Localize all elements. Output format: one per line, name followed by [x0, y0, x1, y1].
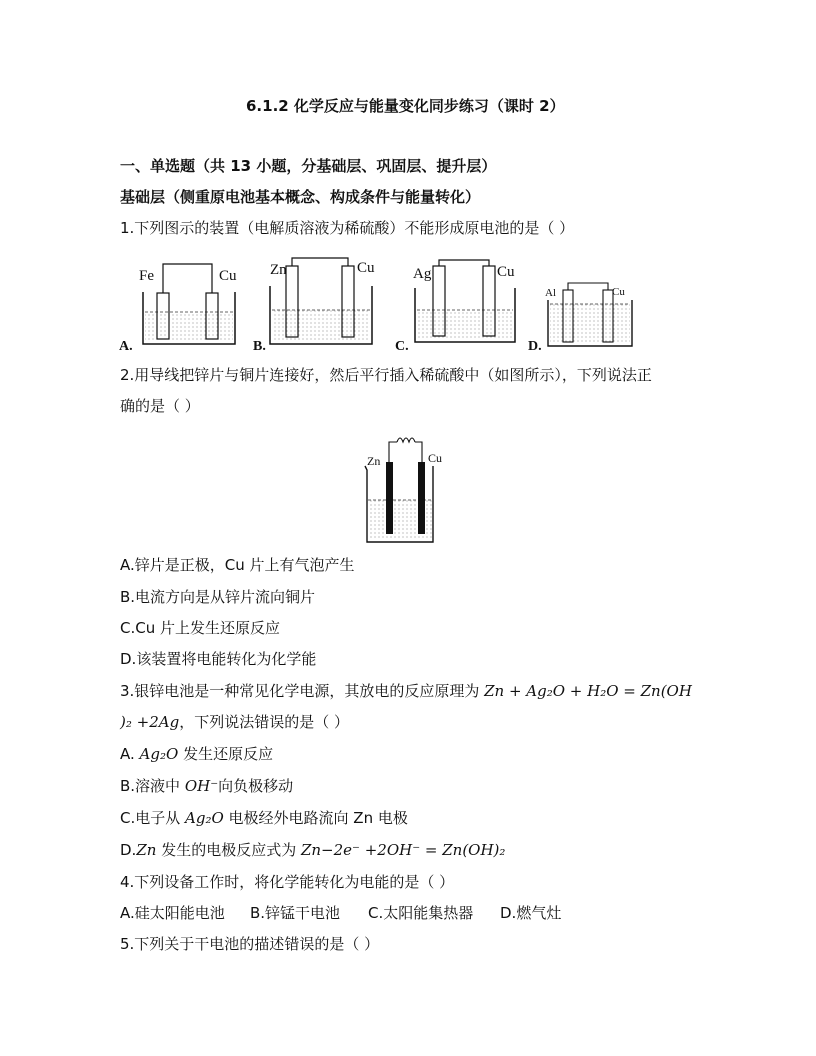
q1-stem: 1.下列图示的装置（电解质溶液为稀硫酸）不能形成原电池的是（ ） [120, 219, 575, 237]
wire [568, 283, 608, 290]
q2-stem-line2: 确的是（ ） [120, 397, 200, 415]
q3-stem-line2 [120, 712, 349, 732]
q1-option-d-label: D. [528, 339, 542, 354]
wire-coil [397, 438, 415, 442]
q1-option-a-label: A. [119, 339, 133, 354]
q5-stem: 5.下列关于干电池的描述错误的是（ ） [120, 935, 380, 953]
q1-a-right-electrode-label: Cu [219, 268, 237, 284]
q3-option-d-formula1: Zn [136, 841, 157, 859]
q2-option-c: C.Cu 片上发生还原反应 [120, 619, 280, 637]
q3-reaction-equation-part1: Zn + Ag₂O + H₂O = Zn(OH [484, 682, 692, 700]
q3-option-a-text: 发生还原反应 [178, 745, 274, 763]
q3-option-a-formula: Ag₂O [139, 745, 179, 763]
q3-option-d-prefix: D. [120, 841, 137, 859]
page-title: 6.1.2 化学反应与能量变化同步练习（课时 2） [246, 97, 565, 115]
q3-option-b-text: 向负极移动 [218, 777, 294, 795]
wire [439, 260, 489, 266]
q4-option-a: A.硅太阳能电池 [120, 904, 225, 922]
q3-option-b-prefix: B.溶液中 [120, 777, 185, 795]
q3-option-b [120, 776, 293, 796]
q3-stem-line1 [120, 681, 692, 701]
section-heading: 一、单选题（共 13 小题，分基础层、巩固层、提升层） [120, 157, 497, 175]
q3-stem-tail: ，下列说法错误的是（ ） [179, 713, 349, 731]
q3-option-d-formula2: Zn−2e⁻ +2OH⁻ = Zn(OH)₂ [300, 841, 506, 859]
q3-option-c-formula: Ag₂O [185, 809, 224, 827]
q4-stem: 4.下列设备工作时，将化学能转化为电能的是（ ） [120, 873, 455, 891]
q2-stem-line1: 2.用导线把锌片与铜片连接好，然后平行插入稀硫酸中（如图所示），下列说法正 [120, 366, 652, 384]
q1-b-left-electrode-label: Zn [270, 262, 287, 278]
q2-option-b: B.电流方向是从锌片流向铜片 [120, 588, 316, 606]
zinc-electrode [386, 462, 393, 534]
q4-option-b: B.锌锰干电池 [250, 904, 341, 922]
q4-option-c: C.太阳能集热器 [368, 904, 474, 922]
q1-d-left-electrode-label: Al [545, 287, 556, 299]
q1-c-right-electrode-label: Cu [497, 264, 515, 280]
q3-option-d [120, 840, 505, 860]
q3-option-a-prefix: A. [120, 745, 140, 763]
q3-option-b-formula: OH⁻ [184, 777, 219, 795]
q3-option-c-prefix: C.电子从 [120, 809, 186, 827]
copper-electrode [418, 462, 425, 534]
q3-option-a [120, 744, 273, 764]
wire [163, 264, 212, 293]
q1-b-right-electrode-label: Cu [357, 260, 375, 276]
q2-option-a: A.锌片是正极，Cu 片上有气泡产生 [120, 556, 355, 574]
subsection-heading: 基础层（侧重原电池基本概念、构成条件与能量转化） [120, 188, 481, 206]
q2-option-d: D.该装置将电能转化为化学能 [120, 650, 317, 668]
q1-option-c-label: C. [395, 339, 409, 354]
q3-stem-text: 3.银锌电池是一种常见化学电源，其放电的反应原理为 [120, 682, 485, 700]
q1-d-right-electrode-label: Cu [612, 286, 625, 298]
q3-option-d-text: 发生的电极反应式为 [156, 841, 301, 859]
wire [292, 258, 348, 266]
q3-option-c [120, 808, 408, 828]
q2-right-electrode-label: Cu [428, 451, 443, 465]
electrolyte-liquid [145, 312, 233, 342]
q1-option-b-label: B. [253, 339, 266, 354]
q1-a-left-electrode-label: Fe [139, 268, 154, 284]
q4-option-d: D.燃气灶 [500, 904, 562, 922]
q3-reaction-equation-part2: )₂ +2Ag [120, 713, 180, 731]
q1-c-left-electrode-label: Ag [413, 266, 432, 282]
q2-left-electrode-label: Zn [367, 454, 381, 468]
q3-option-c-text: 电极经外电路流向 Zn 电极 [223, 809, 408, 827]
